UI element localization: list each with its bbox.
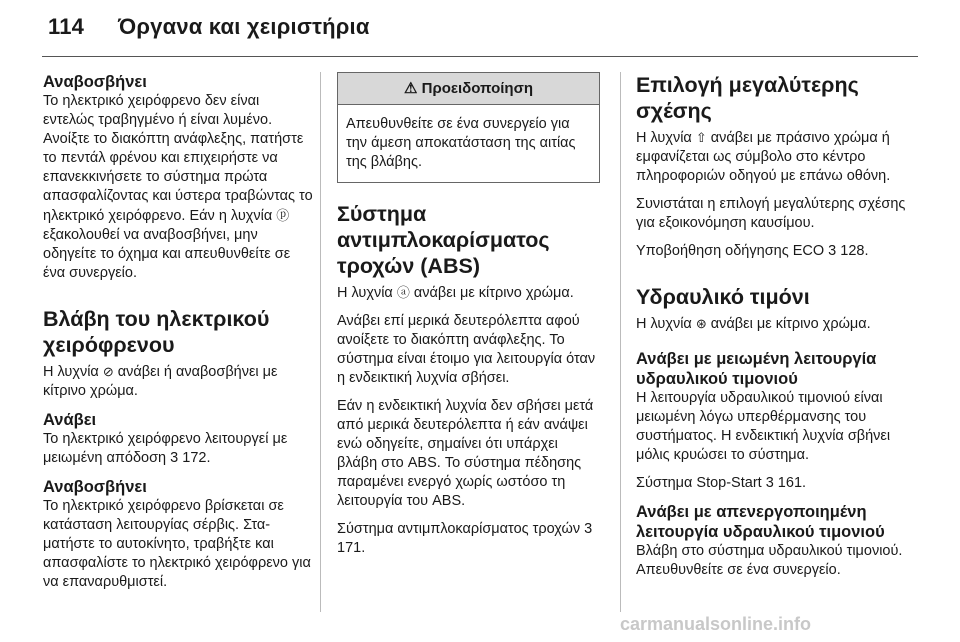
paragraph-text: Η λυχνία bbox=[636, 130, 692, 146]
paragraph-text: ανάβει με κίτρινο χρώμα. bbox=[710, 316, 871, 332]
paragraph-text: Η λυχνία bbox=[636, 316, 692, 332]
paragraph-text: Το ηλεκτρικό χειρόφρενο δεν είναι εντελώς τραβηγμένο ή είναι λυμένο. Ανοίξτε το διακόπτη ανάφλεξης, πατήστε το πεντάλ φρένου και επιχειρήστε να επανεκκινήσετε το σύστημα πρώτα απασφαλίζοντας και ύστερα τραβώντας το ηλεκτρικό χειρόφρενο. Εάν η λυχνία bbox=[43, 93, 313, 224]
paragraph-gear-2: Συνιστάται η επιλογή μεγαλύτερης σχέσης για εξοικονόμηση καυσίμου. bbox=[636, 196, 906, 231]
paragraph-abs-1 bbox=[337, 283, 600, 303]
paragraph-text: ανάβει ή αναβοσβήνει με κίτρινο χρώμα. bbox=[43, 364, 278, 399]
heading-gear-shift: Επιλογή μεγαλύτερης σχέσης bbox=[636, 73, 859, 123]
brake-fault-icon: ⊘ bbox=[102, 364, 114, 379]
paragraph-text: Η λυχνία bbox=[337, 285, 393, 301]
steering-icon: ⊛ bbox=[695, 316, 707, 331]
paragraph-flashing bbox=[43, 92, 313, 283]
paragraph-flashing-2: Το ηλεκτρικό χειρόφρενο βρίσκεται σε κατάσταση λειτουργίας σέρβις. Σταματήστε το αυτοκίνητο, τραβήξτε και απασφαλίστε το ηλεκτρικό χειρόφρενο για να επαναρυθμιστεί. bbox=[43, 498, 311, 590]
warning-title: Προειδοποίηση bbox=[421, 80, 533, 97]
warning-text: Απευθυνθείτε σε ένα συνεργείο για την άμεση αποκατάσταση της αιτίας της βλάβης. bbox=[346, 116, 576, 170]
paragraph-text: ανάβει με πράσινο χρώμα ή εμφανίζεται ως σύμβολο στο κέντρο πληροφοριών οδηγού με επάνω οθόνη. bbox=[636, 130, 891, 184]
paragraph-stop-start bbox=[636, 474, 912, 493]
paragraph-reduced: Η λειτουργία υδραυλικού τιμονιού είναι μειωμένη λόγω υπερθέρμανσης του συστήματος. Η ενδεικτική λυχνία σβήνει μόλις κρυώσει το σύστημα. bbox=[636, 390, 891, 463]
paragraph-abs-3: Εάν η ενδεικτική λυχνία δεν σβήσει μετά από μερικά δευτερόλεπτα ή εάν ανάψει ενώ οδηγείτε, σημαίνει ότι υπάρχει βλάβη στο ABS. Το σύστημα πέδησης παραμένει ενεργό χωρίς ωστόσο τη λειτουργία του ABS. bbox=[337, 398, 594, 509]
page-header bbox=[48, 14, 370, 40]
paragraph-brake-fault bbox=[43, 362, 313, 401]
paragraph-text: εξακολουθεί να αναβοσβήνει, μην οδηγείτε το όχημα και απευθυνθείτε σε ένα συνεργείο. bbox=[43, 227, 291, 281]
page-reference[interactable]: 3 172. bbox=[170, 450, 211, 466]
heading-abs: Σύστημα αντιμπλοκαρίσματος τροχών (ABS) bbox=[337, 202, 550, 278]
warning-box bbox=[337, 72, 600, 183]
watermark: carmanualsonline.info bbox=[620, 614, 812, 634]
heading-lit: Ανάβει bbox=[43, 411, 97, 429]
heading-power-steering: Υδραυλικό τιμόνι bbox=[636, 285, 810, 309]
paragraph-gear-1 bbox=[636, 128, 912, 186]
parking-brake-icon: ⓟ bbox=[276, 208, 290, 223]
header-divider bbox=[42, 56, 918, 57]
paragraph-lit bbox=[43, 430, 313, 468]
page-reference[interactable]: 3 161. bbox=[765, 475, 807, 491]
heading-reduced-steering: Ανάβει με μειωμένη λειτουργία υδραυλικού τιμονιού bbox=[636, 350, 877, 388]
paragraph-text: Το ηλεκτρικό χειρόφρενο λειτουργεί με μειωμένη απόδοση bbox=[43, 431, 288, 466]
paragraph-text: Υποβοήθηση οδήγησης ECO bbox=[636, 243, 825, 259]
page-reference[interactable]: 3 171. bbox=[337, 521, 593, 556]
page-number: 114 bbox=[48, 14, 85, 39]
paragraph-abs-4 bbox=[337, 520, 600, 558]
column-divider bbox=[620, 72, 621, 612]
page-title: Όργανα και χειριστήρια bbox=[118, 14, 370, 39]
paragraph-gear-3 bbox=[636, 242, 912, 261]
column-3 bbox=[636, 72, 912, 589]
column-divider bbox=[320, 72, 321, 612]
paragraph-steering bbox=[636, 314, 912, 334]
warning-header bbox=[338, 73, 599, 105]
heading-flashing: Αναβοσβήνει bbox=[43, 73, 147, 91]
paragraph-text: ανάβει με κίτρινο χρώμα. bbox=[413, 285, 574, 301]
paragraph-text: Σύστημα αντιμπλοκαρίσματος τροχών bbox=[337, 521, 581, 537]
column-2 bbox=[337, 72, 600, 567]
heading-brake-fault: Βλάβη του ηλεκτρικού χειρόφρενου bbox=[43, 307, 270, 357]
abs-icon: ⓐ bbox=[396, 285, 410, 300]
heading-flashing-2: Αναβοσβήνει bbox=[43, 478, 147, 496]
page-reference[interactable]: 3 128. bbox=[828, 243, 869, 259]
paragraph-abs-2: Ανάβει επί μερικά δευτερόλεπτα αφού ανοίξετε το διακόπτη ανάφλεξης. Το σύστημα είναι έτοιμο για λειτουργία όταν η ενδεικτική λυχνία σβήσει. bbox=[337, 313, 596, 386]
warning-icon: ⚠ bbox=[403, 80, 418, 97]
column-1 bbox=[43, 72, 313, 601]
heading-disabled-steering: Ανάβει με απενεργοποιημένη λειτουργία υδραυλικού τιμονιού bbox=[636, 503, 885, 541]
paragraph-text: Η λυχνία bbox=[43, 364, 99, 380]
paragraph-text: Σύστημα Stop-Start bbox=[636, 475, 762, 491]
paragraph-disabled: Βλάβη στο σύστημα υδραυλικού τιμονιού. Απευθυνθείτε σε ένα συνεργείο. bbox=[636, 543, 903, 578]
upshift-icon: ⇧ bbox=[695, 130, 707, 145]
